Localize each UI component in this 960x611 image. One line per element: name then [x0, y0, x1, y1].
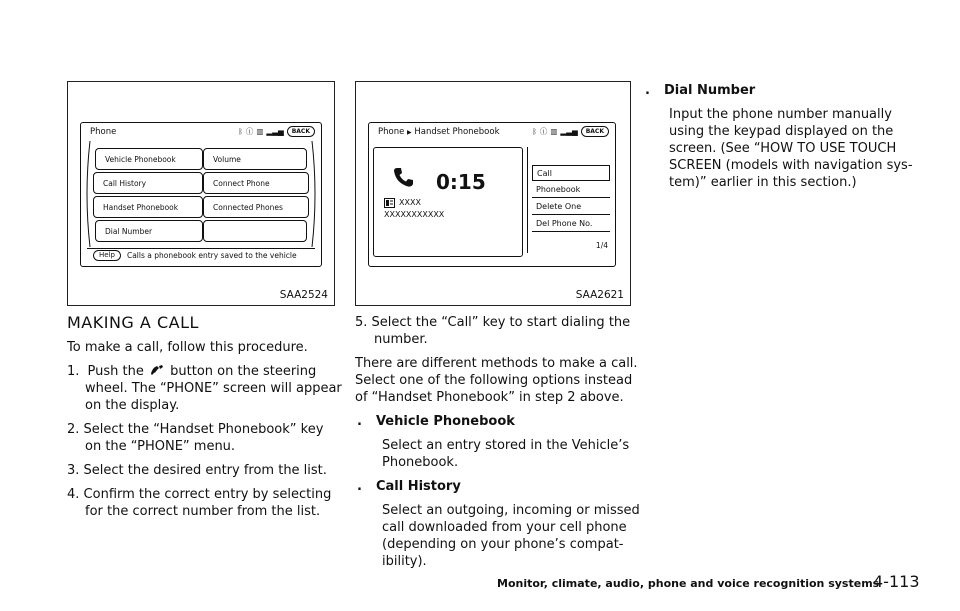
step-2: 2. Select the “Handset Phonebook” key [67, 422, 324, 437]
bullet-vehicle-phonebook: . Vehicle Phonebook [357, 414, 515, 429]
option-call[interactable]: Call [532, 165, 610, 181]
screen-title: Phone ▶ Handset Phonebook [378, 127, 500, 137]
help-bar [87, 248, 315, 262]
call-history-desc-3: (depending on your phone’s compat- [382, 537, 624, 552]
menu-handset-phonebook[interactable]: Handset Phonebook [93, 196, 203, 218]
contact-card-icon [384, 198, 395, 208]
signal-icon: ▂▃▅ [560, 127, 578, 136]
handset-phonebook-screen [368, 122, 616, 267]
menu-vehicle-phonebook[interactable]: Vehicle Phonebook [95, 148, 203, 170]
bullet-dial-number: . Dial Number [645, 83, 756, 98]
bluetooth-icon: ᛒ [532, 127, 537, 136]
footer-section-title: Monitor, climate, audio, phone and voice recognition systems [497, 577, 880, 590]
dial-number-desc-5: tem)” earlier in this section.) [669, 175, 857, 190]
options-pane [527, 147, 614, 253]
menu-dial-number[interactable]: Dial Number [95, 220, 203, 242]
page-number: 4-113 [873, 572, 920, 591]
section-heading: MAKING A CALL [67, 313, 199, 332]
bluetooth-icon: ᛒ [238, 127, 243, 136]
help-text: Calls a phonebook entry saved to the vehicle [126, 251, 297, 260]
option-phonebook[interactable]: Phonebook [532, 182, 610, 198]
help-button[interactable]: Help [93, 250, 121, 261]
step-5: 5. Select the “Call” key to start dialing the [355, 315, 631, 330]
call-timer: 0:15 [436, 170, 486, 194]
contact-name: XXXX [399, 198, 421, 207]
step-2-cont: on the “PHONE” menu. [85, 439, 236, 454]
figure-handset-phonebook [355, 81, 631, 306]
call-info-pane [373, 147, 523, 257]
step-1-cont-2: on the display. [85, 398, 180, 413]
menu-connect-phone[interactable]: Connect Phone [203, 172, 309, 194]
menu-empty-slot [203, 220, 307, 242]
menu-volume[interactable]: Volume [203, 148, 307, 170]
call-history-desc-4: ibility). [382, 554, 427, 569]
screen-title: Phone [90, 127, 117, 137]
step-1-cont-1: wheel. The “PHONE” screen will appear [85, 381, 342, 396]
signal-icon: ▂▃▅ [266, 127, 284, 136]
battery-icon: ▥ [550, 127, 558, 136]
dial-number-desc-4: SCREEN (models with navigation sys- [669, 158, 913, 173]
phone-handset-icon [392, 166, 414, 188]
intro-text: To make a call, follow this procedure. [67, 340, 308, 355]
bullet-call-history: . Call History [357, 479, 461, 494]
option-del-phone-no[interactable]: Del Phone No. [532, 216, 610, 232]
menu-connected-phones[interactable]: Connected Phones [203, 196, 309, 218]
info-icon: ⓘ [539, 127, 548, 136]
step-3: 3. Select the desired entry from the list. [67, 463, 327, 478]
info-icon: ⓘ [245, 127, 254, 136]
step-5-cont: number. [374, 332, 428, 347]
step-4-cont: for the correct number from the list. [85, 504, 321, 519]
dial-number-desc-1: Input the phone number manually [669, 107, 892, 122]
methods-para-1: There are different methods to make a call. [355, 356, 638, 371]
back-button[interactable]: BACK [287, 126, 315, 137]
vehicle-phonebook-desc-2: Phonebook. [382, 455, 459, 470]
phone-button-icon [148, 364, 166, 376]
methods-para-3: of “Handset Phonebook” in step 2 above. [355, 390, 624, 405]
breadcrumb-arrow-icon: ▶ [407, 129, 412, 136]
figure-code: SAA2621 [575, 289, 624, 301]
battery-icon: ▥ [256, 127, 264, 136]
option-delete-one[interactable]: Delete One [532, 199, 610, 215]
menu-call-history[interactable]: Call History [93, 172, 203, 194]
methods-para-2: Select one of the following options instead [355, 373, 633, 388]
dial-number-desc-3: screen. (See “HOW TO USE TOUCH [669, 141, 897, 156]
status-icons [532, 126, 609, 137]
figure-phone-menu [67, 81, 335, 306]
status-icons [238, 126, 315, 137]
step-1: 1. Push the button on the steering [67, 364, 317, 379]
call-history-desc-2: call downloaded from your cell phone [382, 520, 627, 535]
vehicle-phonebook-desc-1: Select an entry stored in the Vehicle’s [382, 438, 630, 453]
phone-menu-screen [80, 122, 322, 267]
back-button[interactable]: BACK [581, 126, 609, 137]
contact-number: XXXXXXXXXXX [384, 210, 445, 219]
step-4: 4. Confirm the correct entry by selecting [67, 487, 332, 502]
page-indicator: 1/4 [595, 241, 608, 250]
figure-code: SAA2524 [279, 289, 328, 301]
call-history-desc-1: Select an outgoing, incoming or missed [382, 503, 640, 518]
dial-number-desc-2: using the keypad displayed on the [669, 124, 894, 139]
